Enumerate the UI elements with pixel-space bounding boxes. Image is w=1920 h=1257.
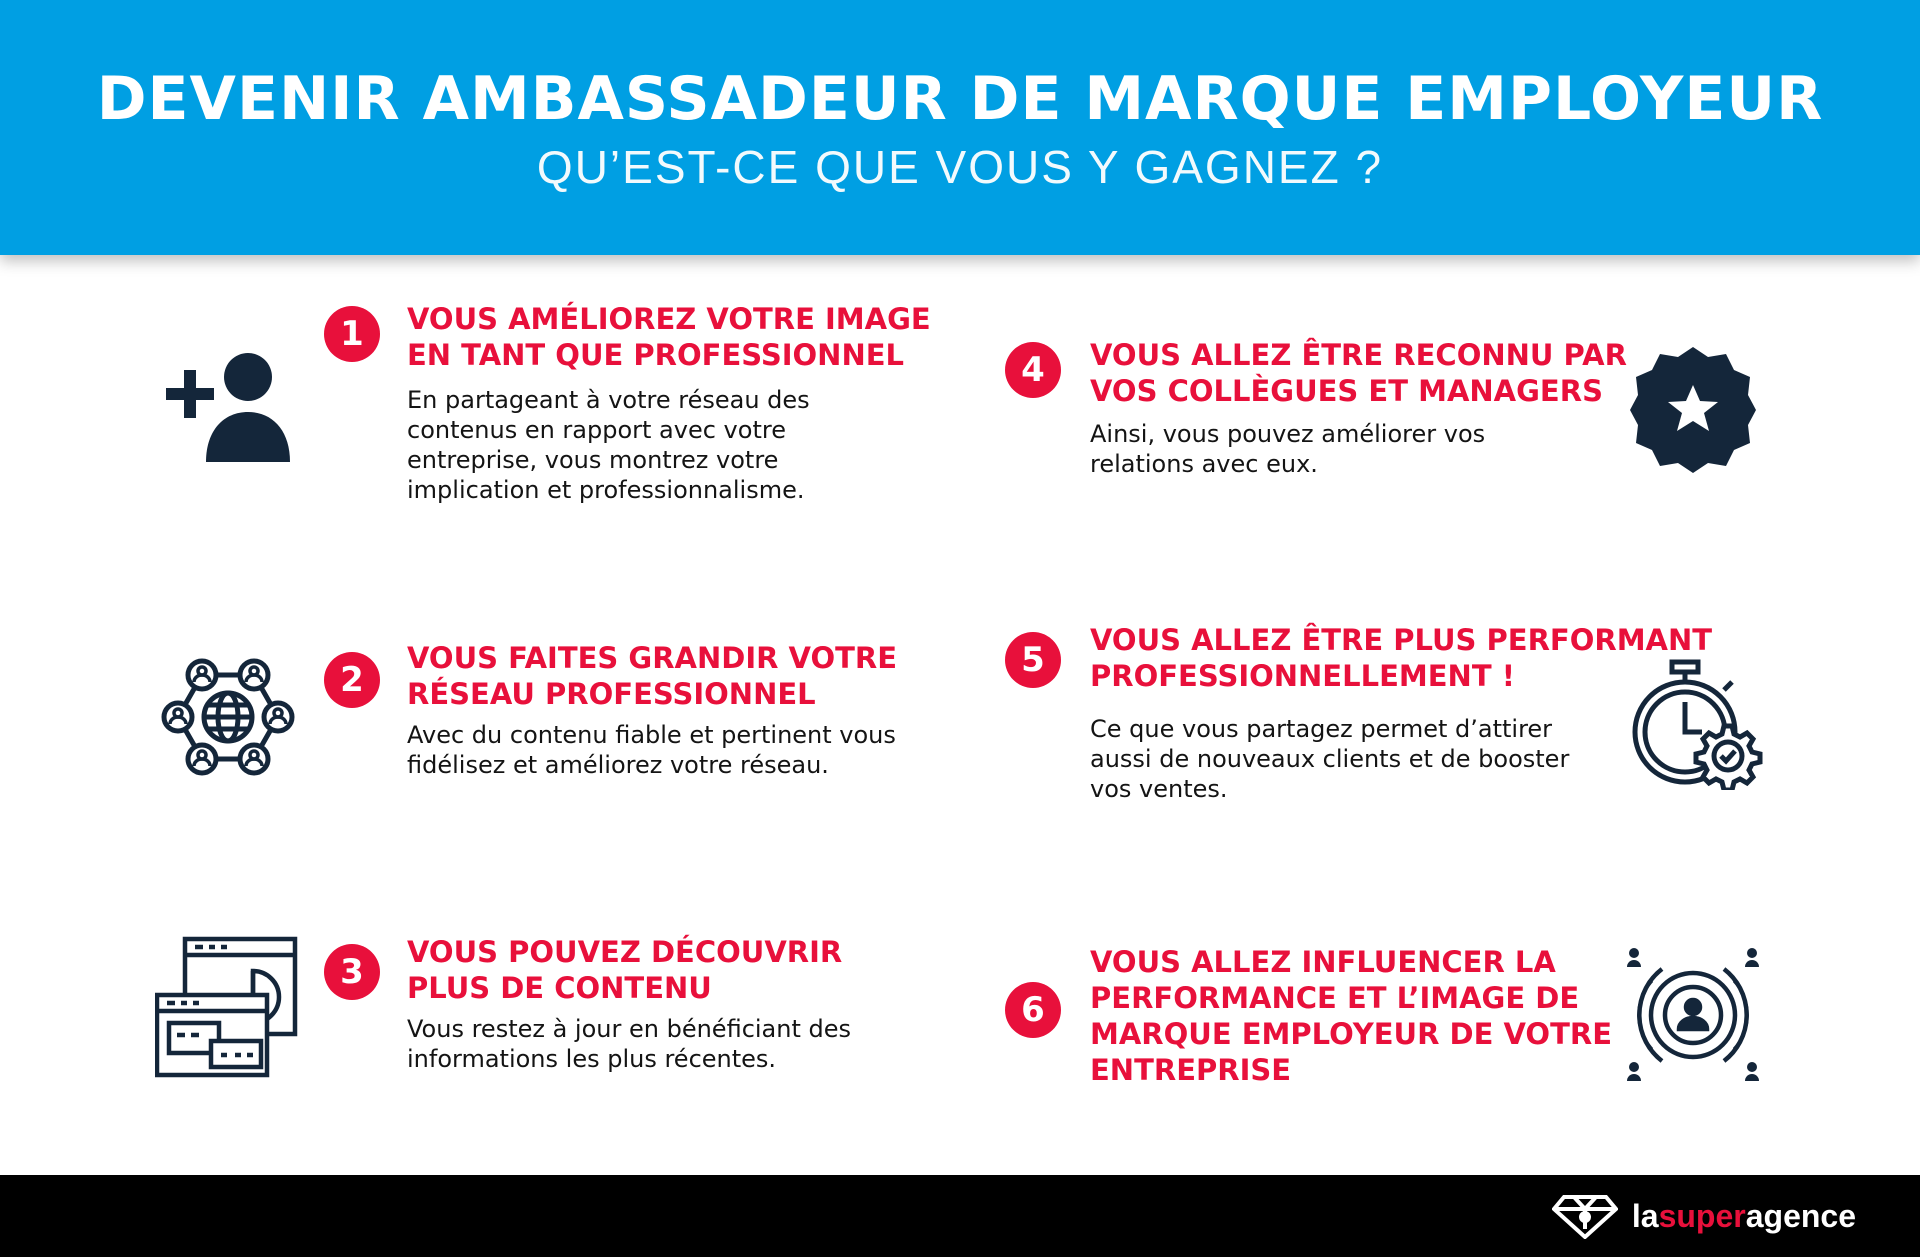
- number-badge: 1: [324, 306, 380, 362]
- benefit-description: Vous restez à jour en bénéficiant des informations les plus récentes.: [407, 1015, 852, 1073]
- browser-windows-icon: [155, 935, 300, 1080]
- number-badge: 5: [1005, 632, 1061, 688]
- benefit-description: En partageant à votre réseau des contenus en rapport avec votre entreprise, vous montrez votre implication et professionnalisme.: [407, 386, 810, 504]
- page-title: DEVENIR AMBASSADEUR DE MARQUE EMPLOYEUR: [96, 64, 1824, 134]
- network-globe-icon: [158, 655, 298, 780]
- star-badge-icon: [1628, 345, 1758, 475]
- diamond-logo-icon: [1552, 1193, 1618, 1239]
- benefit-title: VOUS ALLEZ ÊTRE PLUS PERFORMANT PROFESSIONNELLEMENT !: [1090, 623, 1713, 693]
- number-badge: 4: [1005, 342, 1061, 398]
- header-banner: [0, 0, 1920, 255]
- number-badge: 2: [324, 652, 380, 708]
- brand-name-la: la: [1631, 1197, 1659, 1234]
- add-user-icon: [162, 350, 292, 465]
- page-subtitle: QU’EST-CE QUE VOUS Y GAGNEZ ?: [536, 141, 1384, 193]
- brand-name-super: super: [1658, 1197, 1746, 1234]
- benefit-description: Avec du contenu fiable et pertinent vous fidélisez et améliorez votre réseau.: [407, 721, 896, 779]
- benefit-description: Ainsi, vous pouvez améliorer vos relations avec eux.: [1090, 420, 1486, 478]
- number-badge: 6: [1005, 982, 1061, 1038]
- benefit-description: Ce que vous partagez permet d’attirer aussi de nouveaux clients et de booster vos ventes.: [1090, 715, 1570, 803]
- benefit-title: VOUS FAITES GRANDIR VOTRE RÉSEAU PROFESSIONNEL: [407, 641, 898, 711]
- footer-bar: [0, 1175, 1920, 1257]
- benefit-title: VOUS ALLEZ INFLUENCER LA PERFORMANCE ET L’IMAGE DE MARQUE EMPLOYEUR DE VOTRE ENTREPRISE: [1090, 945, 1612, 1087]
- benefit-title: VOUS AMÉLIOREZ VOTRE IMAGE EN TANT QUE PROFESSIONNEL: [407, 302, 931, 372]
- target-people-icon: [1622, 945, 1764, 1085]
- number-badge: 3: [324, 944, 380, 1000]
- stopwatch-gear-icon: [1632, 658, 1764, 790]
- brand-name-agence: agence: [1745, 1197, 1856, 1234]
- benefit-title: VOUS POUVEZ DÉCOUVRIR PLUS DE CONTENU: [407, 935, 843, 1005]
- benefit-title: VOUS ALLEZ ÊTRE RECONNU PAR VOS COLLÈGUES ET MANAGERS: [1090, 338, 1627, 408]
- brand-logo[interactable]: [1552, 1193, 1856, 1239]
